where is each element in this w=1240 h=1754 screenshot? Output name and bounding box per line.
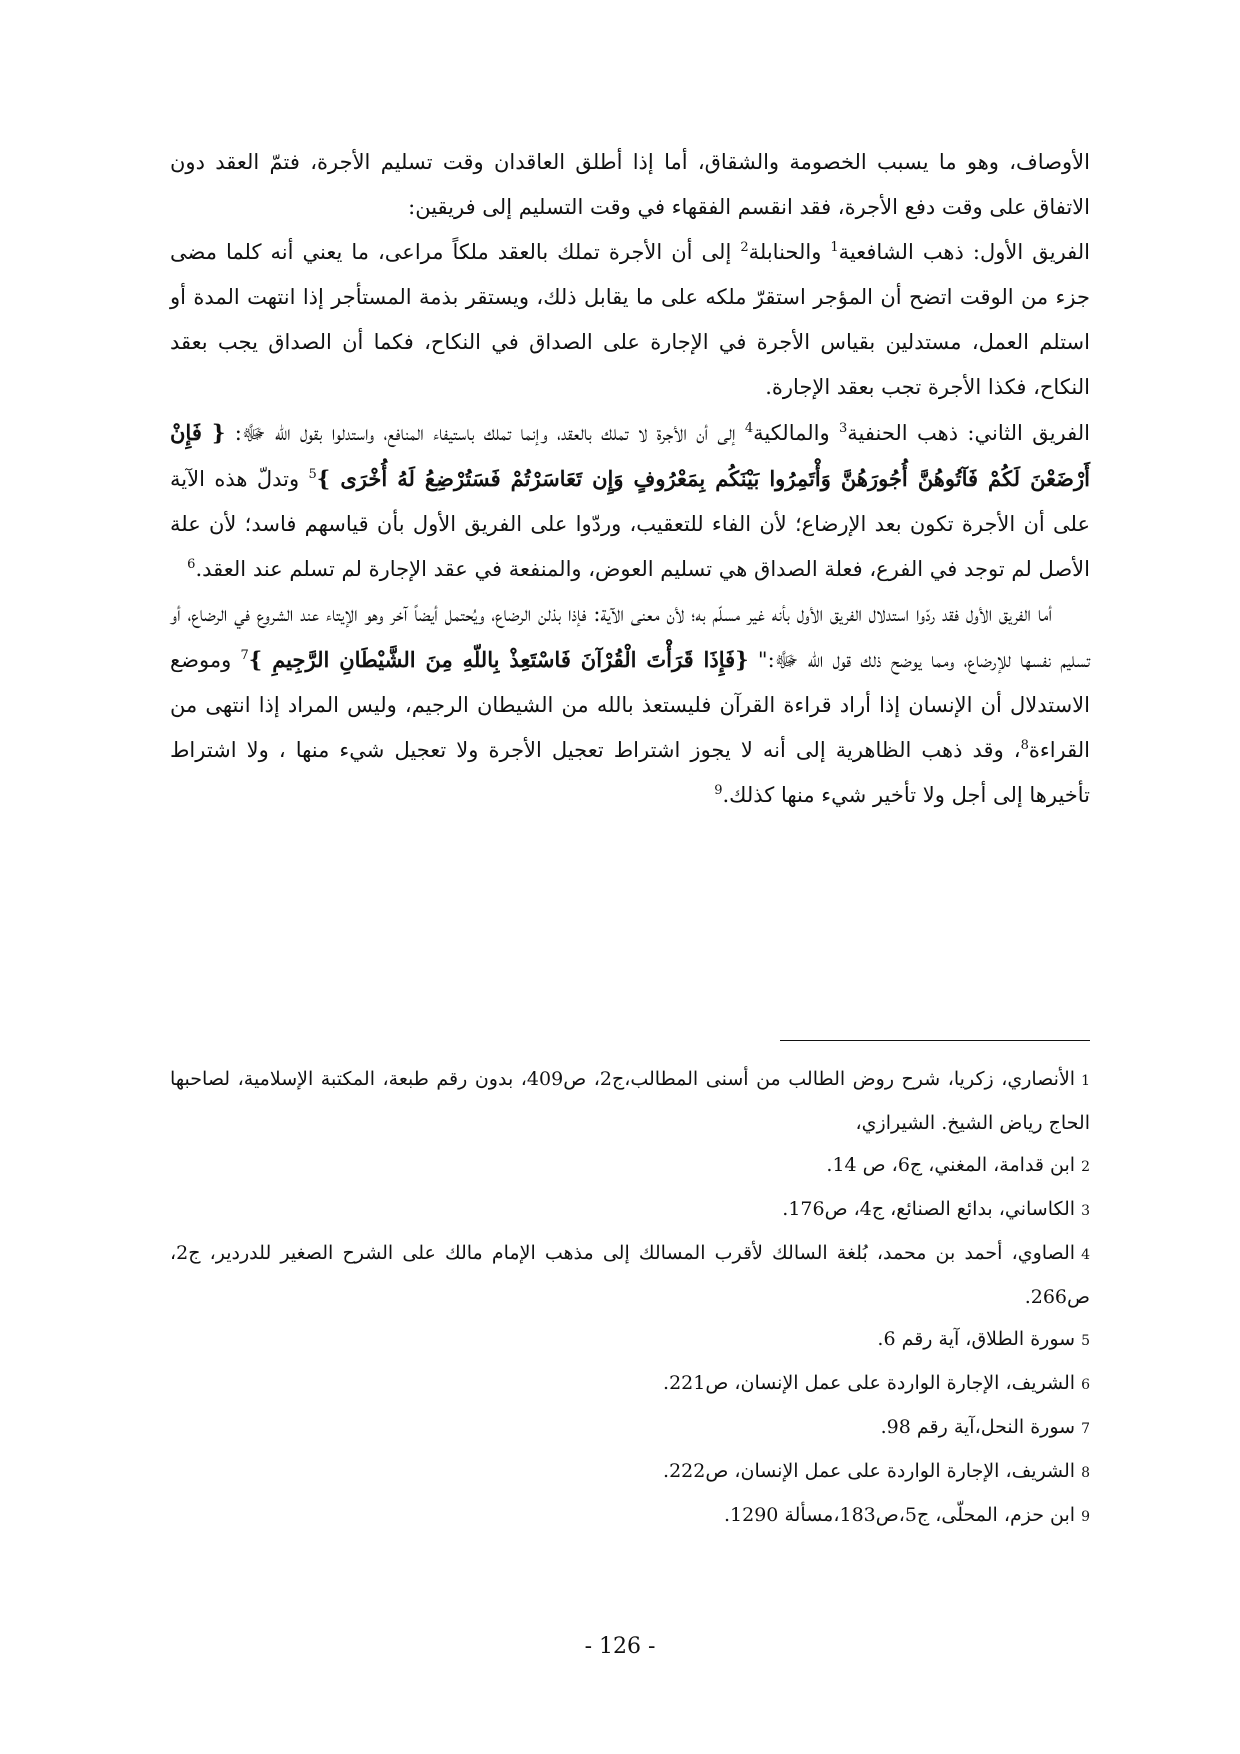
paragraph-4-text-c: ، وقد ذهب الظاهرية إلى أنه لا يجوز اشتراط تعجيل الأجرة ولا تعجيل شيء منها ، ولا اشتراط تأخيرها إلى أجل ولا تأخير شيء منها كذلك. xyxy=(170,738,1090,807)
footnote-text: ابن قدامة، المغني، ج6، ص 14. xyxy=(826,1154,1076,1176)
footnote-number: 3 xyxy=(1081,1203,1090,1219)
paragraph-4-text-a: أما الفريق الأول فقد ردّوا استدلال الفريق الأول بأنه غير مسلّم به؛ لأن معنى الآية: فإذا بذلن الرضاع، ويُحتمل أيضاً آخر وهو الإيتاء عند الشروع في الرضاع، أو تسليم نفسها للإرضاع، ومما يوضح ذلك قول الله ﷻ:" xyxy=(170,602,1091,672)
footnote-ref-6[interactable]: 6 xyxy=(187,557,196,572)
paragraph-2 xyxy=(170,230,1090,410)
main-text xyxy=(170,140,1090,818)
paragraph-4-text-b: وموضع الاستدلال أن الإنسان إذا أراد قراءة القرآن فليستعذ بالله من الشيطان الرجيم، وليس المراد إذا انتهى من القراءة xyxy=(170,648,1090,762)
footnote-ref-1[interactable]: 1 xyxy=(830,240,839,255)
paragraph-3-text-a: الفريق الثاني: ذهب الحنفية xyxy=(847,421,1091,445)
footnote-divider xyxy=(780,1040,1090,1041)
footnote-ref-5[interactable]: 5 xyxy=(308,467,317,482)
paragraph-2-text-b: والحنابلة xyxy=(748,240,831,264)
footnote-ref-9[interactable]: 9 xyxy=(714,783,723,798)
footnote-3 xyxy=(170,1188,1090,1232)
footnote-text: الشريف، الإجارة الواردة على عمل الإنسان، ص222. xyxy=(663,1460,1076,1482)
footnote-7 xyxy=(170,1406,1090,1450)
footnote-number: 2 xyxy=(1081,1159,1090,1175)
footnote-number: 6 xyxy=(1081,1377,1090,1393)
paragraph-3-text-c: إلى أن الأجرة لا تملك بالعقد، وإنما تملك باستيفاء المنافع، واستدلوا بقول الله ﷻ: xyxy=(225,421,745,445)
footnote-ref-7[interactable]: 7 xyxy=(240,648,249,663)
footnote-ref-8[interactable]: 8 xyxy=(1020,738,1029,753)
paragraph-2-text-a: الفريق الأول: ذهب الشافعية xyxy=(838,240,1091,264)
paragraph-1-text: الأوصاف، وهو ما يسبب الخصومة والشقاق، أما إذا أطلق العاقدان وقت تسليم الأجرة، فتمّ العقد دون الاتفاق على وقت دفع الأجرة، فقد انقسم الفقهاء في وقت التسليم إلى فريقين: xyxy=(170,150,1090,219)
footnote-text: الصاوي، أحمد بن محمد، بُلغة السالك لأقرب المسالك إلى مذهب الإمام مالك على الشرح الصغير للدردير، ج2، ص266. xyxy=(170,1242,1090,1308)
footnote-ref-3[interactable]: 3 xyxy=(839,421,848,436)
footnote-text: سورة الطلاق، آية رقم 6. xyxy=(877,1328,1076,1350)
footnote-number: 5 xyxy=(1081,1333,1090,1349)
footnote-5 xyxy=(170,1318,1090,1362)
footnote-text: ابن حزم، المحلّى، ج5،ص183،مسألة 1290. xyxy=(724,1504,1076,1526)
footnote-1 xyxy=(170,1058,1090,1144)
quran-verse-talaq: { فَإِنْ أَرْضَعْنَ لَكُمْ فَآتُوهُنَّ أُجُورَهُنَّ وَأْتَمِرُوا بَيْنَكُم بِمَعْرُوفٍ وَإِن تَعَاسَرْتُمْ فَسَتُرْضِعُ لَهُ أُخْرَى } xyxy=(170,420,1090,491)
paragraph-3 xyxy=(170,410,1090,592)
paragraph-3-text-d: وتدلّ هذه الآية على أن الأجرة تكون بعد الإرضاع؛ لأن الفاء للتعقيب، وردّوا على الفريق الأول بأن قياسهم فاسد؛ لأن علة الأصل لم توجد في الفرع، فعلة الصداق هي تسليم العوض، والمنفعة في عقد الإجارة لم تسلم عند العقد. xyxy=(170,467,1090,581)
footnote-ref-4[interactable]: 4 xyxy=(744,421,754,436)
footnote-number: 4 xyxy=(1081,1247,1090,1263)
footnote-number: 1 xyxy=(1081,1073,1090,1089)
footnote-ref-2[interactable]: 2 xyxy=(740,240,749,255)
paragraph-2-text-c: إلى أن الأجرة تملك بالعقد ملكاً مراعى، ما يعني أنه كلما مضى جزء من الوقت اتضح أن المؤجر استقرّ ملكه على ما يقابل ذلك، ويستقر بذمة المستأجر إذا انتهت المدة أو استلم العمل، مستدلين بقياس الأجرة في الإجارة على الصداق في النكاح، فكما أن الصداق يجب بعقد النكاح، فكذا الأجرة تجب بعقد الإجارة. xyxy=(170,240,1090,399)
footnote-2 xyxy=(170,1144,1090,1188)
footnote-8 xyxy=(170,1450,1090,1494)
footnote-text: الشريف، الإجارة الواردة على عمل الإنسان، ص221. xyxy=(663,1372,1076,1394)
footnote-text: الكاساني، بدائع الصنائع، ج4، ص176. xyxy=(782,1198,1076,1220)
quran-verse-nahl: {فَإِذَا قَرَأْتَ الْقُرْآنَ فَاسْتَعِذْ بِاللّهِ مِنَ الشَّيْطَانِ الرَّجِيمِ } xyxy=(248,647,749,672)
paragraph-4 xyxy=(170,592,1090,818)
footnote-6 xyxy=(170,1362,1090,1406)
footnote-text: الأنصاري، زكريا، شرح روض الطالب من أسنى المطالب،ج2، ص409، بدون رقم طبعة، المكتبة الإسلامية، لصاحبها الحاج رياض الشيخ. الشيرازي، xyxy=(170,1068,1090,1134)
paragraph-3-text-b: والمالكية xyxy=(753,421,839,445)
paragraph-1 xyxy=(170,140,1090,230)
footnote-4 xyxy=(170,1232,1090,1318)
footnote-9 xyxy=(170,1494,1090,1538)
page-number: - 126 - xyxy=(584,1634,656,1659)
footnote-number: 7 xyxy=(1081,1421,1090,1437)
footnote-text: سورة النحل،آية رقم 98. xyxy=(880,1416,1076,1438)
footnotes-section xyxy=(170,1058,1090,1538)
footnote-number: 8 xyxy=(1081,1465,1090,1481)
footnote-number: 9 xyxy=(1081,1509,1090,1525)
